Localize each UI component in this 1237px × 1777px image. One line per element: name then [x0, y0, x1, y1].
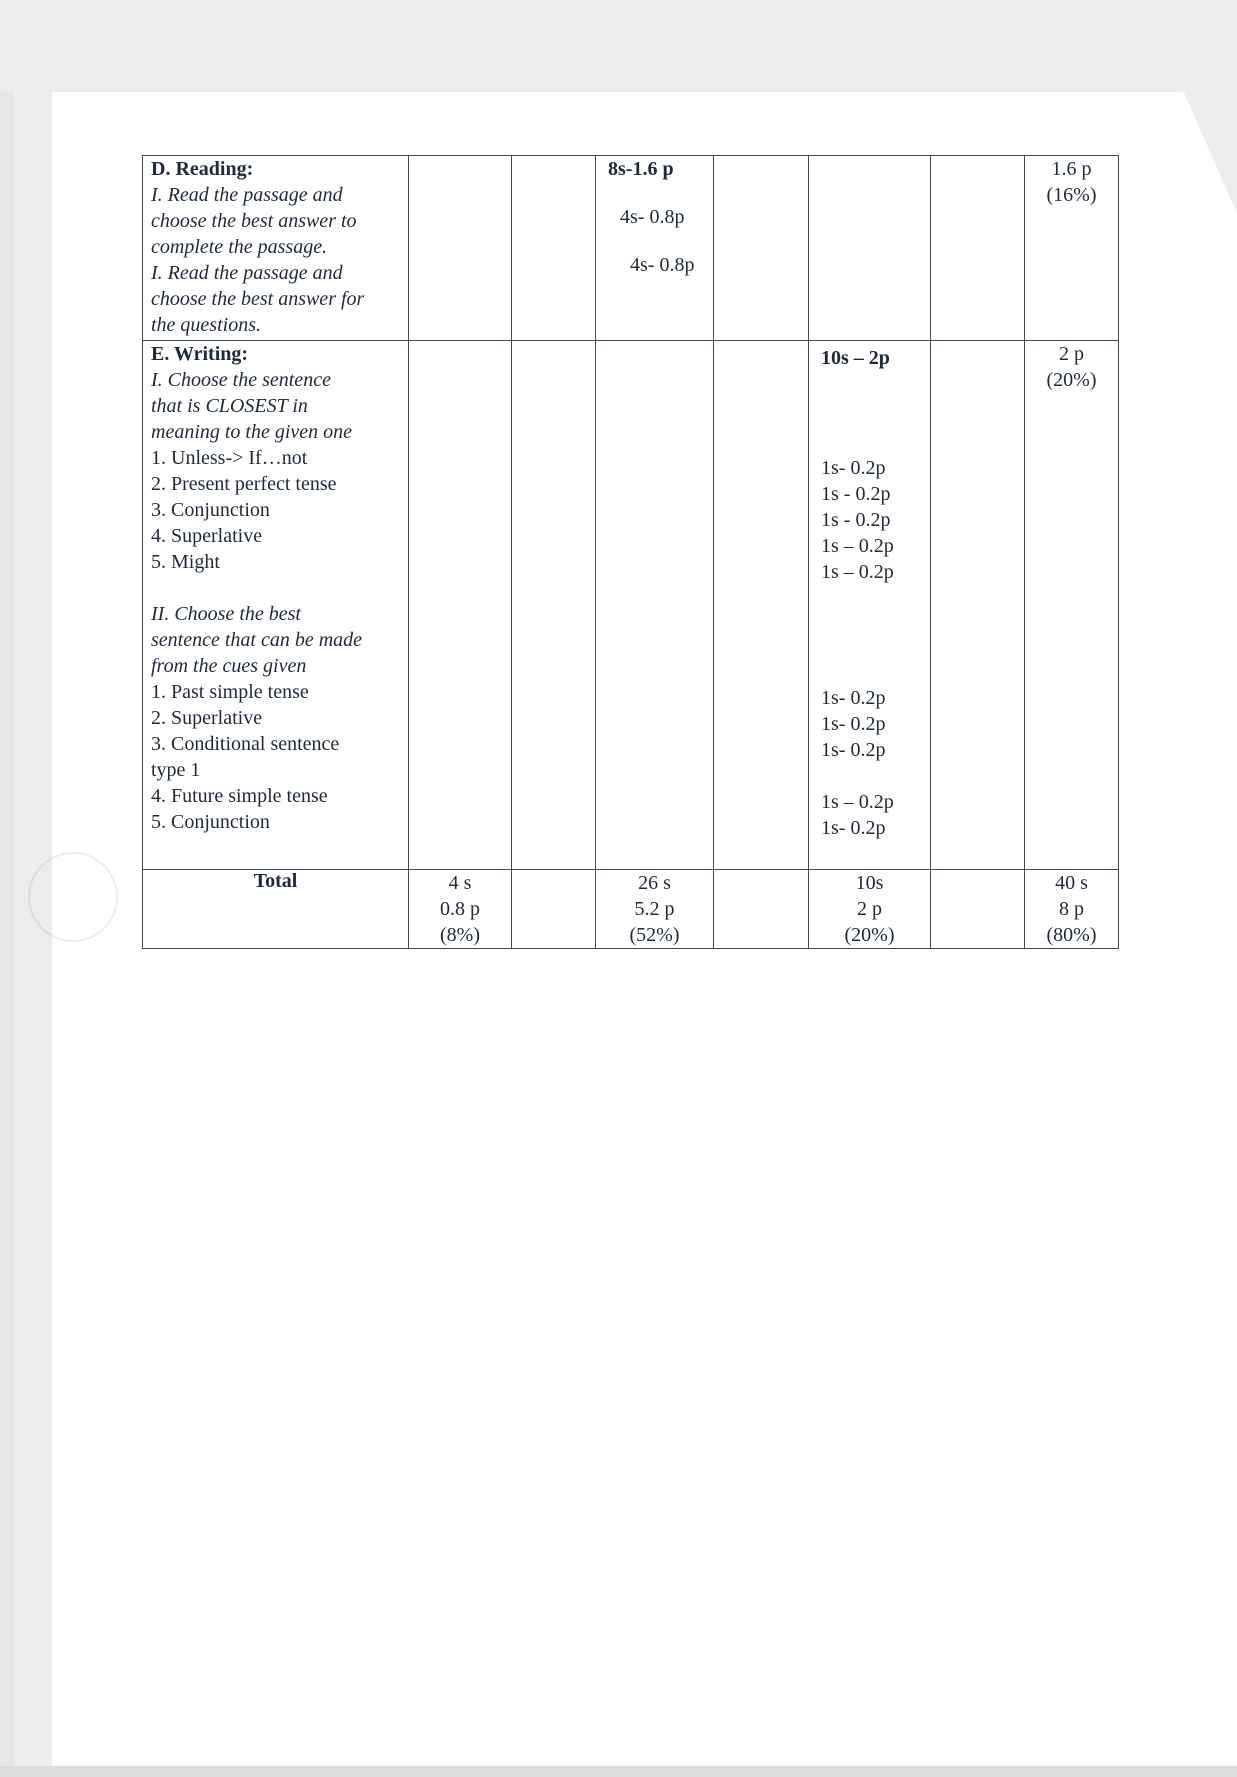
total-points: 2 p [857, 898, 882, 920]
total-percent: (52%) [629, 924, 680, 946]
reading-task1-line: choose the best answer to [151, 210, 357, 232]
total-percent: (80%) [1046, 924, 1097, 946]
spacer [821, 763, 930, 789]
empty-cell [512, 156, 596, 341]
empty-cell [714, 341, 809, 870]
total-col-c-cell [596, 870, 714, 949]
writing-sum-percent: (20%) [1046, 369, 1097, 391]
reading-title: D. Reading: [151, 158, 254, 180]
empty-cell [931, 870, 1025, 949]
writing-part2-scores [809, 685, 930, 841]
score-line: 1s - 0.2p [821, 483, 891, 505]
writing-part1-line: meaning to the given one [151, 421, 353, 443]
empty-cell [714, 870, 809, 949]
writing-part1-item: 5. Might [151, 551, 220, 573]
total-row [143, 870, 1119, 949]
writing-part1-item: 4. Superlative [151, 525, 263, 547]
score-line: 1s – 0.2p [821, 791, 894, 813]
empty-cell [512, 870, 596, 949]
reading-row [143, 156, 1119, 341]
faded-stamp [28, 852, 118, 942]
empty-cell [809, 156, 931, 341]
score-line: 1s – 0.2p [821, 561, 894, 583]
empty-cell [512, 341, 596, 870]
writing-level-total: 10s – 2p [821, 347, 890, 369]
score-line: 1s- 0.2p [821, 713, 886, 735]
writing-sum-points: 2 p [1059, 343, 1084, 365]
reading-task2-line: the questions. [151, 314, 261, 336]
reading-task1-line: complete the passage. [151, 236, 328, 258]
writing-part2-item: 2. Superlative [151, 707, 263, 729]
writing-part2-line: from the cues given [151, 655, 307, 677]
total-label: Total [253, 870, 298, 892]
writing-sum-cell [1025, 341, 1119, 870]
total-points: 5.2 p [634, 898, 675, 920]
score-line: 1s- 0.2p [821, 687, 886, 709]
writing-part1-line: that is CLOSEST in [151, 395, 308, 417]
total-percent: (8%) [440, 924, 480, 946]
writing-part1-item: 1. Unless-> If…not [151, 447, 308, 469]
writing-part2-line: sentence that can be made [151, 629, 363, 651]
score-line: 1s- 0.2p [821, 817, 886, 839]
empty-cell [714, 156, 809, 341]
spacer [151, 575, 400, 601]
writing-part2-item: 1. Past simple tense [151, 681, 309, 703]
empty-cell [596, 341, 714, 870]
empty-cell [409, 341, 512, 870]
reading-topic-cell [143, 156, 409, 341]
reading-part1-score: 4s- 0.8p [620, 206, 685, 228]
scan-bottom-edge [0, 1766, 1237, 1777]
total-col-e-cell [809, 870, 931, 949]
total-points: 8 p [1059, 898, 1084, 920]
score-line: 1s – 0.2p [821, 535, 894, 557]
total-sentences: 26 s [638, 872, 671, 894]
reading-sum-points: 1.6 p [1051, 158, 1092, 180]
score-line: 1s- 0.2p [821, 739, 886, 761]
total-label-cell [143, 870, 409, 949]
reading-level-cell [596, 156, 714, 341]
writing-part2-item: type 1 [151, 759, 201, 781]
reading-sum-percent: (16%) [1046, 184, 1097, 206]
empty-cell [931, 341, 1025, 870]
writing-part1-item: 2. Present perfect tense [151, 473, 337, 495]
total-points: 0.8 p [440, 898, 480, 920]
writing-level-cell [809, 341, 931, 870]
writing-topic-cell [143, 341, 409, 870]
score-line: 1s- 0.2p [821, 457, 886, 479]
reading-part2-score: 4s- 0.8p [630, 254, 695, 276]
reading-task2-line: I. Read the passage and [151, 262, 343, 284]
total-percent: (20%) [844, 924, 895, 946]
total-sentences: 40 s [1055, 872, 1088, 894]
total-sentences: 4 s [448, 872, 472, 894]
reading-task1-line: I. Read the passage and [151, 184, 343, 206]
test-matrix-table [142, 155, 1119, 949]
empty-cell [931, 156, 1025, 341]
scan-left-edge [0, 92, 14, 1777]
total-sentences: 10s [855, 872, 884, 894]
writing-part2-item: 5. Conjunction [151, 811, 270, 833]
writing-part2-line: II. Choose the best [151, 603, 301, 625]
total-col-a-cell [409, 870, 512, 949]
score-line: 1s - 0.2p [821, 509, 891, 531]
writing-part1-item: 3. Conjunction [151, 499, 270, 521]
total-col-g-cell [1025, 870, 1119, 949]
empty-cell [409, 156, 512, 341]
writing-part2-item: 3. Conditional sentence [151, 733, 340, 755]
writing-title: E. Writing: [151, 343, 249, 365]
reading-sum-cell [1025, 156, 1119, 341]
reading-task2-line: choose the best answer for [151, 288, 365, 310]
writing-part1-scores [809, 455, 930, 585]
writing-row [143, 341, 1119, 870]
writing-part1-line: I. Choose the sentence [151, 369, 331, 391]
reading-level-total: 8s-1.6 p [608, 158, 674, 180]
writing-part2-item: 4. Future simple tense [151, 785, 328, 807]
